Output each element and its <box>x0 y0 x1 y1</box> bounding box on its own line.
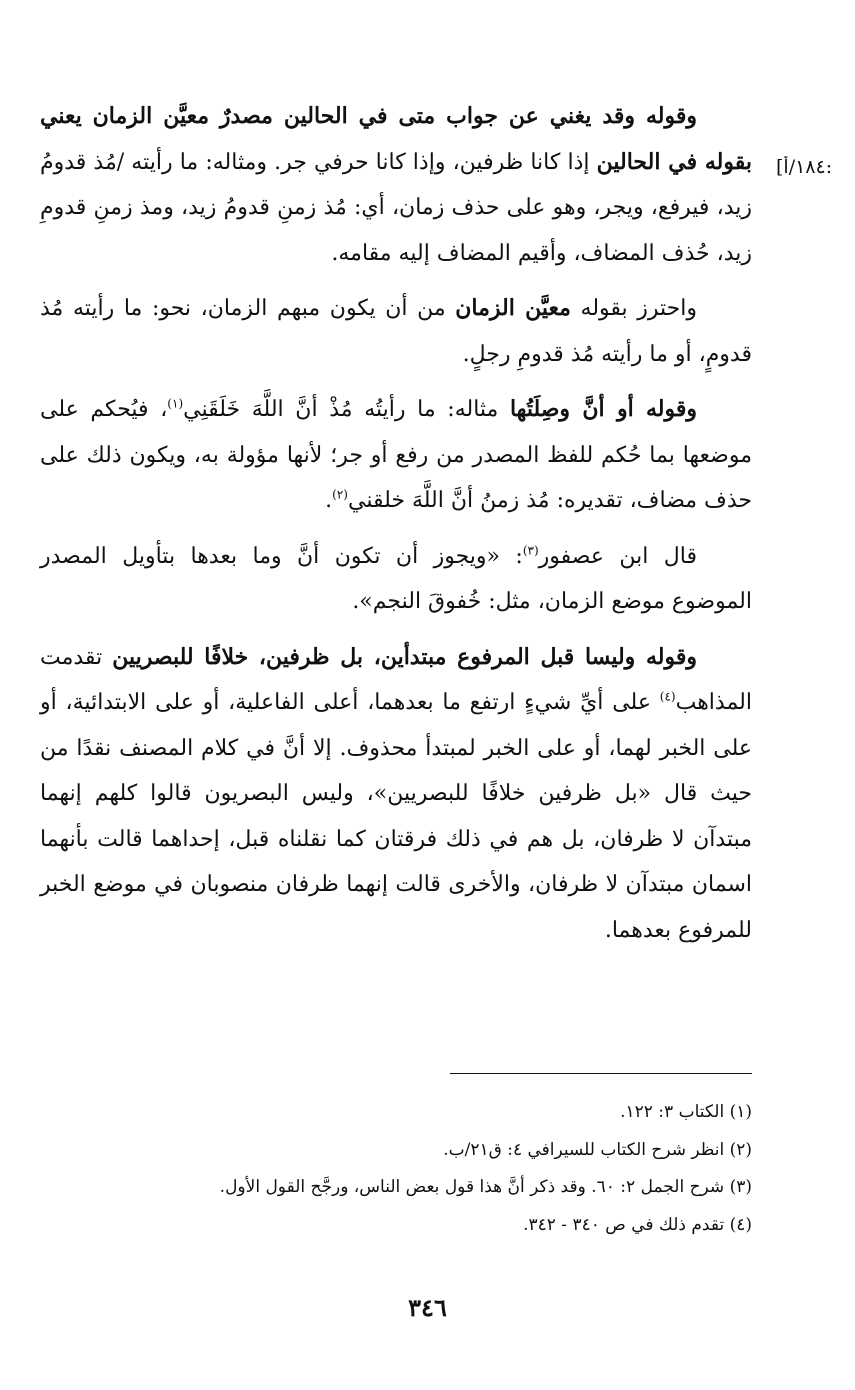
footnotes-block <box>40 1094 752 1244</box>
paragraph <box>40 387 752 524</box>
quoted-text-bold: وقوله وقد يغني عن جواب متى في الحالين مصدرٌ معيَّن الزمان يعني بقوله في الحالين <box>40 103 752 175</box>
margin-folio-note: :١٨٤/أ] <box>776 156 833 178</box>
body-text: قال ابن عصفور <box>538 543 697 569</box>
footnote-marker: (٢) <box>332 487 348 502</box>
footnote-marker: (٤) <box>659 689 676 704</box>
body-text: . <box>325 488 333 513</box>
body-text: على أيِّ شيءٍ ارتفع ما بعدهما، أعلى الفاعلية، أو على الابتدائية، أو على الخبر لهما، أو على الخبر لمبتدأ محذوف. إلا أنَّ في كلام المصنف نقدًا من حيث قال «بل ظرفين خلافًا للبصريين»، وليس البصريون قالوا كلهم إنهما مبتدآن لا ظرفان، بل هم في ذلك فرقتان كما نقلناه قبل، إحداهما قالت بأنهما اسمان مبتدآن لا ظرفان، والأخرى قالت إنهما ظرفان منصوبان في موضع الخبر للمرفوع بعدهما. <box>40 690 752 943</box>
paragraph <box>40 635 752 954</box>
footnote-marker: (٣) <box>522 543 539 558</box>
body-text: واحترز بقوله <box>570 296 698 321</box>
paragraph <box>40 534 752 625</box>
page-number: ٣٤٦ <box>408 1293 447 1322</box>
footnote-marker: (١) <box>167 396 184 411</box>
footnote: (٣) شرح الجمل ٢: ٦٠. وقد ذكر أنَّ هذا قول بعض الناس، ورجَّح القول الأول. <box>219 1177 752 1197</box>
footnote: (٢) انظر شرح الكتاب للسيرافي ٤: ق٢١/ب. <box>443 1139 752 1160</box>
footnote-separator <box>450 1073 752 1074</box>
body-text: مثاله: ما رأيتُه مُذْ أنَّ اللَّهَ خَلَقَنِي <box>183 397 510 422</box>
body-text: إذا كانا ظرفين، وإذا كانا حرفي جر. ومثاله: ما رأيته /مُذ قدومُ زيد، فيرفع، ويجر، وهو على حذف زمان، أي: مُذ زمنِ قدومُ زيد، ومذ زمنِ قدومِ زيد، حُذف المضاف، وأقيم المضاف إليه مقامه. <box>40 149 752 266</box>
footnote: (١) الكتاب ٣: ١٢٢. <box>620 1102 752 1122</box>
footnote: (٤) تقدم ذلك في ص ٣٤٠ - ٣٤٢. <box>523 1214 752 1235</box>
paragraph <box>40 94 752 276</box>
quoted-text-bold: وقوله أو أنَّ وصِلَتُها <box>509 396 697 422</box>
body-text: تقدمت المذاهب <box>40 644 752 715</box>
quoted-text-bold: معيَّن الزمان <box>455 295 571 321</box>
quoted-text-bold: وقوله وليسا قبل المرفوع مبتدأين، بل ظرفين، خلافًا للبصريين <box>112 643 697 670</box>
body-text: ، فيُحكم على موضعها بما حُكم للفظ المصدر من رفع أو جر؛ لأنها مؤولة به، ويكون ذلك على حذف مضاف، تقديره: مُذ زمنُ أنَّ اللَّهَ خلقني <box>40 397 752 513</box>
body-text: : «ويجوز أن تكون أنَّ وما بعدها بتأويل المصدر الموضوع موضع الزمان، مثل: خُفوقَ النجم». <box>40 543 752 614</box>
main-text-body <box>40 94 752 953</box>
body-text: من أن يكون مبهم الزمان، نحو: ما رأيته مُذ قدومٍ، أو ما رأيته مُذ قدومِ رجلٍ. <box>40 296 752 367</box>
paragraph <box>40 286 752 377</box>
